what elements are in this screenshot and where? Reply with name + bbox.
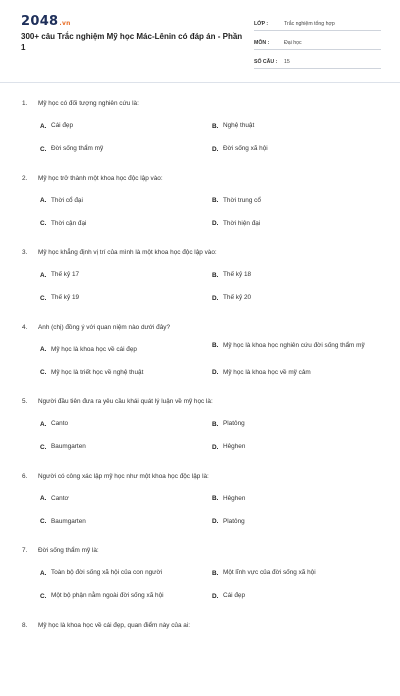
option-text: Thế kỷ 17 — [51, 270, 79, 280]
option-letter: D. — [212, 295, 223, 302]
question-number: 1. — [22, 100, 38, 107]
option-text: Một bộ phận nằm ngoài đời sống xã hội — [51, 591, 164, 601]
document-header — [0, 0, 400, 74]
question-number: 6. — [22, 473, 38, 480]
question-text — [22, 175, 163, 182]
meta-value: Trắc nghiệm tổng hợp — [284, 21, 335, 30]
question-stem: Mỹ học trở thành một khoa học độc lập vào: — [38, 175, 163, 182]
answer-option-b[interactable] — [212, 270, 382, 280]
question-text — [22, 547, 99, 554]
option-letter: B. — [212, 123, 223, 130]
question-text — [22, 324, 170, 331]
option-letter: B. — [212, 421, 223, 428]
question-list — [0, 100, 400, 696]
document-meta — [254, 15, 381, 72]
answer-option-a[interactable] — [40, 196, 83, 206]
answer-option-c[interactable] — [40, 442, 86, 452]
option-text: Cái đẹp — [51, 121, 73, 131]
meta-label: LỚP : — [254, 21, 284, 30]
option-letter: D. — [212, 444, 223, 451]
option-text: Platông — [223, 517, 245, 527]
option-text: Thời hiện đại — [223, 219, 260, 229]
document-title: 300+ câu Trắc nghiệm Mỹ học Mác-Lênin có đáp án - Phần 1 — [21, 31, 243, 53]
option-letter: D. — [212, 593, 223, 600]
answer-option-d[interactable] — [212, 442, 382, 452]
question-stem: Mỹ học khẳng định vị trí của mình là một khoa học độc lập vào: — [38, 249, 217, 256]
option-text: Nghệ thuật — [223, 121, 254, 131]
question-number: 2. — [22, 175, 38, 182]
option-text: Cantơ — [51, 494, 69, 504]
question-number: 4. — [22, 324, 38, 331]
answer-option-b[interactable] — [212, 419, 382, 429]
option-text: Hêghen — [223, 442, 245, 452]
option-text: Baumgarten — [51, 517, 86, 527]
option-letter: C. — [40, 295, 51, 302]
answer-option-d[interactable] — [212, 293, 382, 303]
answer-option-a[interactable] — [40, 270, 79, 280]
answer-option-a[interactable] — [40, 568, 162, 578]
logo-number: 2048 — [21, 14, 58, 29]
option-letter: A. — [40, 346, 51, 353]
option-text: Mỹ học là khoa học về mỹ cảm — [223, 368, 311, 378]
answer-option-d[interactable] — [212, 144, 382, 154]
question-stem: Người có công xác lập mỹ học như một khoa học độc lập là: — [38, 473, 209, 480]
answer-option-c[interactable] — [40, 293, 79, 303]
question-text — [22, 473, 209, 480]
option-letter: A. — [40, 421, 51, 428]
question-number: 5. — [22, 398, 38, 405]
option-text: Canto — [51, 419, 68, 429]
option-letter: B. — [212, 197, 223, 204]
answer-option-a[interactable] — [40, 121, 73, 131]
question-item — [0, 398, 400, 473]
meta-row-class — [254, 15, 381, 31]
option-text: Toàn bộ đời sống xã hội của con người — [51, 568, 162, 578]
answer-option-b[interactable] — [212, 568, 382, 578]
option-text: Đời sống xã hội — [223, 144, 268, 154]
question-item — [0, 622, 400, 696]
answer-option-a[interactable] — [40, 419, 68, 429]
answer-option-b[interactable] — [212, 341, 382, 351]
option-letter: A. — [40, 495, 51, 502]
question-text — [22, 622, 190, 629]
answer-option-d[interactable] — [212, 219, 382, 229]
option-letter: C. — [40, 593, 51, 600]
option-letter: A. — [40, 570, 51, 577]
question-item — [0, 473, 400, 548]
option-letter: A. — [40, 123, 51, 130]
meta-row-count — [254, 53, 381, 69]
option-text: Mỹ học là triết học về nghệ thuật — [51, 368, 143, 378]
answer-option-c[interactable] — [40, 368, 143, 378]
option-text: Thời cổ đại — [51, 196, 83, 206]
option-text: Hêghen — [223, 494, 245, 504]
question-item — [0, 100, 400, 175]
question-number: 7. — [22, 547, 38, 554]
question-item — [0, 175, 400, 250]
logo-suffix: .vn — [59, 20, 70, 27]
answer-option-b[interactable] — [212, 196, 382, 206]
option-letter: D. — [212, 518, 223, 525]
question-text — [22, 249, 217, 256]
option-letter: C. — [40, 220, 51, 227]
option-letter: B. — [212, 570, 223, 577]
answer-option-b[interactable] — [212, 494, 382, 504]
question-item — [0, 324, 400, 399]
question-stem: Người đầu tiên đưa ra yêu cầu khái quát lý luận về mỹ học là: — [38, 398, 213, 405]
question-number: 8. — [22, 622, 38, 629]
option-text: Platông — [223, 419, 245, 429]
question-item — [0, 249, 400, 324]
option-letter: B. — [212, 495, 223, 502]
option-letter: D. — [212, 369, 223, 376]
question-text — [22, 100, 139, 107]
question-stem: Đời sống thẩm mỹ là: — [38, 547, 99, 554]
option-text: Mỹ học là khoa học nghiên cứu đời sống thẩm mỹ — [223, 341, 365, 351]
answer-option-d[interactable] — [212, 368, 382, 378]
answer-option-a[interactable] — [40, 494, 69, 504]
option-letter: C. — [40, 369, 51, 376]
option-text: Baumgarten — [51, 442, 86, 452]
option-letter: C. — [40, 146, 51, 153]
answer-option-b[interactable] — [212, 121, 382, 131]
meta-value: 15 — [284, 59, 290, 68]
answer-option-d[interactable] — [212, 517, 382, 527]
answer-option-c[interactable] — [40, 144, 103, 154]
answer-option-c[interactable] — [40, 591, 164, 601]
option-text: Mỹ học là khoa học về cái đẹp — [51, 345, 137, 355]
question-stem: Anh (chị) đồng ý với quan niệm nào dưới đây? — [38, 324, 170, 331]
header-divider — [0, 82, 400, 83]
option-text: Một lĩnh vực của đời sống xã hội — [223, 568, 316, 578]
option-letter: B. — [212, 272, 223, 279]
option-letter: C. — [40, 518, 51, 525]
option-letter: D. — [212, 220, 223, 227]
question-stem: Mỹ học là khoa học về cái đẹp, quan điểm này của ai: — [38, 622, 190, 629]
question-stem: Mỹ học có đối tượng nghiên cứu là: — [38, 100, 139, 107]
site-logo[interactable] — [21, 14, 71, 29]
answer-option-c[interactable] — [40, 219, 86, 229]
option-text: Đời sống thẩm mỹ — [51, 144, 103, 154]
meta-label: MÔN : — [254, 40, 284, 49]
option-text: Thế kỷ 19 — [51, 293, 79, 303]
option-letter: A. — [40, 197, 51, 204]
meta-row-subject — [254, 34, 381, 50]
option-text: Cái đẹp — [223, 591, 245, 601]
answer-option-a[interactable] — [40, 345, 137, 355]
option-text: Thế kỷ 18 — [223, 270, 251, 280]
question-number: 3. — [22, 249, 38, 256]
option-letter: B. — [212, 342, 223, 349]
option-text: Thời cận đại — [51, 219, 86, 229]
question-text — [22, 398, 213, 405]
meta-label: SỐ CÂU : — [254, 59, 284, 68]
option-letter: A. — [40, 272, 51, 279]
answer-option-c[interactable] — [40, 517, 86, 527]
question-item — [0, 547, 400, 622]
option-text: Thời trung cổ — [223, 196, 261, 206]
option-text: Thế kỷ 20 — [223, 293, 251, 303]
option-letter: D. — [212, 146, 223, 153]
answer-option-d[interactable] — [212, 591, 382, 601]
meta-value: Đại học — [284, 40, 302, 49]
option-letter: C. — [40, 444, 51, 451]
